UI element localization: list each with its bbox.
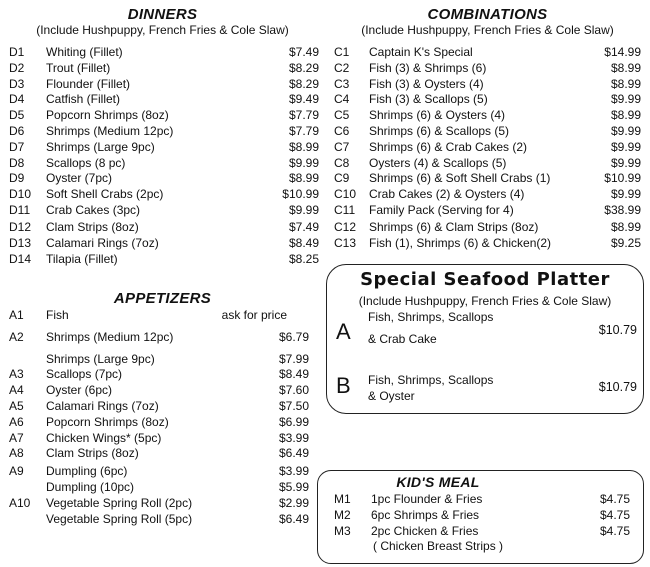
appetizers-title: APPETIZERS bbox=[113, 290, 212, 307]
item-price: $8.25 bbox=[288, 251, 319, 266]
item-code: D7 bbox=[9, 139, 25, 154]
menu-item-d12 bbox=[9, 220, 319, 236]
menu-item-a2 bbox=[9, 330, 309, 346]
item-line-1: Fish, Shrimps, Scallops bbox=[368, 310, 494, 324]
item-name: Clam Strips (8oz) bbox=[46, 446, 139, 461]
menu-item-c12 bbox=[334, 220, 641, 236]
item-code: A10 bbox=[9, 495, 31, 510]
item-code: A3 bbox=[9, 367, 24, 382]
item-price: $10.79 bbox=[598, 380, 637, 394]
item-price: $9.99 bbox=[610, 139, 641, 154]
item-price: $7.50 bbox=[278, 398, 309, 413]
item-code: A9 bbox=[9, 464, 24, 479]
menu-item-d4 bbox=[9, 92, 319, 108]
item-name: Crab Cakes (2) & Oysters (4) bbox=[369, 187, 525, 202]
item-price: $8.49 bbox=[278, 367, 309, 382]
menu-item-a6 bbox=[9, 415, 309, 431]
item-name: Vegetable Spring Roll (5pc) bbox=[46, 511, 193, 526]
menu-item-c6 bbox=[334, 124, 641, 140]
item-code: A8 bbox=[9, 446, 24, 461]
item-price: $9.99 bbox=[610, 155, 641, 170]
item-price: $9.99 bbox=[610, 187, 641, 202]
item-code: A7 bbox=[9, 430, 24, 445]
item-price: $3.99 bbox=[278, 464, 309, 479]
menu-item-c7 bbox=[334, 140, 641, 156]
item-price: $8.99 bbox=[610, 76, 641, 91]
item-name: Soft Shell Crabs (2pc) bbox=[46, 187, 164, 202]
special-platter-subtitle: (Include Hushpuppy, French Fries & Cole Slaw) bbox=[358, 294, 612, 308]
item-name: Whiting (Fillet) bbox=[46, 45, 123, 59]
item-code: D14 bbox=[9, 251, 32, 266]
item-price: $7.60 bbox=[278, 383, 309, 398]
item-name: Shrimps (6) & Clam Strips (8oz) bbox=[369, 220, 539, 235]
item-price: $8.49 bbox=[288, 236, 319, 251]
combinations-list bbox=[334, 45, 641, 252]
item-name: Flounder (Fillet) bbox=[46, 76, 131, 91]
menu-item-c3 bbox=[334, 77, 641, 93]
item-price: $10.79 bbox=[598, 323, 637, 337]
menu-item-m2 bbox=[334, 508, 630, 524]
menu-item-d2 bbox=[9, 61, 319, 77]
item-code: C10 bbox=[334, 187, 357, 202]
item-name: Oyster (6pc) bbox=[46, 383, 113, 398]
item-code: A5 bbox=[9, 398, 24, 413]
item-code: D11 bbox=[9, 202, 31, 217]
dinners-title: DINNERS bbox=[127, 6, 198, 23]
item-price: $4.75 bbox=[599, 523, 630, 538]
item-name: Shrimps (Medium 12pc) bbox=[46, 123, 174, 138]
item-name: 6pc Shrimps & Fries bbox=[371, 507, 480, 522]
item-code: C1 bbox=[334, 45, 350, 59]
item-name: Shrimps (Large 9pc) bbox=[46, 351, 155, 366]
item-name: Popcorn Shrimps (8oz) bbox=[46, 414, 169, 429]
menu-item-d3 bbox=[9, 77, 319, 93]
item-code: D2 bbox=[9, 60, 25, 75]
item-price: $7.49 bbox=[288, 45, 319, 59]
item-code: D6 bbox=[9, 123, 25, 138]
item-note: ( Chicken Breast Strips ) bbox=[373, 539, 504, 554]
menu-item-d10 bbox=[9, 187, 319, 203]
item-code: M2 bbox=[334, 507, 351, 522]
item-name: Fish (3) & Oysters (4) bbox=[369, 76, 484, 91]
item-price: $6.49 bbox=[278, 446, 309, 461]
item-name: Fish bbox=[46, 308, 69, 322]
item-code: D12 bbox=[9, 220, 32, 235]
menu-item-a10 bbox=[9, 496, 309, 512]
item-price: $8.99 bbox=[610, 60, 641, 75]
menu-item-d6 bbox=[9, 124, 319, 140]
item-name: Clam Strips (8oz) bbox=[46, 220, 139, 235]
item-price: $38.99 bbox=[604, 202, 641, 217]
item-price: $9.49 bbox=[288, 92, 319, 107]
item-code: M3 bbox=[334, 523, 351, 538]
item-code: D4 bbox=[9, 92, 25, 107]
item-code: C7 bbox=[334, 139, 350, 154]
item-name: Trout (Fillet) bbox=[46, 60, 111, 75]
item-price: $6.99 bbox=[278, 414, 309, 429]
item-code: C6 bbox=[334, 123, 350, 138]
menu-item-d7 bbox=[9, 140, 319, 156]
item-name: Fish (1), Shrimps (6) & Chicken(2) bbox=[369, 236, 552, 251]
menu-item-d9 bbox=[9, 171, 319, 187]
menu-item-c5 bbox=[334, 108, 641, 124]
menu-item-c1 bbox=[334, 45, 641, 61]
item-code: C2 bbox=[334, 60, 350, 75]
item-name: Catfish (Fillet) bbox=[46, 92, 121, 107]
menu-item-c11 bbox=[334, 203, 641, 219]
kids-meal-box bbox=[317, 470, 644, 564]
item-name: Fish (3) & Shrimps (6) bbox=[369, 60, 487, 75]
item-price: $9.25 bbox=[610, 236, 641, 251]
item-code: D3 bbox=[9, 76, 25, 91]
item-price: $8.99 bbox=[610, 108, 641, 123]
item-name: Scallops (8 pc) bbox=[46, 155, 126, 170]
item-name: Vegetable Spring Roll (2pc) bbox=[46, 495, 193, 510]
item-name: 2pc Chicken & Fries bbox=[371, 523, 479, 538]
item-name: Fish (3) & Scallops (5) bbox=[369, 92, 488, 107]
item-price: $7.79 bbox=[288, 108, 319, 123]
item-code: D13 bbox=[9, 236, 32, 251]
item-price: $10.99 bbox=[604, 171, 641, 186]
menu-item-d14 bbox=[9, 252, 319, 268]
item-name: Popcorn Shrimps (8oz) bbox=[46, 108, 169, 123]
item-price: $9.99 bbox=[610, 123, 641, 138]
item-code: B bbox=[336, 373, 351, 398]
item-code: D10 bbox=[9, 187, 32, 202]
item-code: M1 bbox=[334, 492, 351, 506]
item-code: C3 bbox=[334, 76, 350, 91]
item-price: $7.79 bbox=[288, 123, 319, 138]
item-name: Shrimps (6) & Scallops (5) bbox=[369, 123, 510, 138]
item-price: $6.79 bbox=[278, 329, 309, 344]
menu-item-a9 bbox=[9, 464, 309, 480]
menu-item-a3 bbox=[9, 367, 309, 383]
item-price: $10.99 bbox=[282, 187, 319, 202]
item-code: D1 bbox=[9, 45, 25, 59]
item-name: Shrimps (6) & Oysters (4) bbox=[369, 108, 506, 123]
menu-item-d8 bbox=[9, 156, 319, 172]
item-price: $6.49 bbox=[278, 511, 309, 526]
menu-item-m3 bbox=[334, 524, 630, 540]
item-name: Shrimps (Medium 12pc) bbox=[46, 329, 174, 344]
menu-item-a8 bbox=[9, 446, 309, 462]
special-platter-box bbox=[326, 264, 644, 414]
item-code: A4 bbox=[9, 383, 24, 398]
special-platter-title: Special Seafood Platter bbox=[360, 269, 610, 290]
item-name: Dumpling (6pc) bbox=[46, 464, 128, 479]
item-code: D8 bbox=[9, 155, 25, 170]
item-price: $8.99 bbox=[288, 171, 319, 186]
item-name: Shrimps (Large 9pc) bbox=[46, 139, 155, 154]
item-code: A1 bbox=[9, 308, 24, 322]
menu-item-c13 bbox=[334, 236, 641, 252]
kids-meal-list bbox=[334, 492, 630, 555]
item-name: Scallops (7pc) bbox=[46, 367, 123, 382]
item-price: $9.99 bbox=[610, 92, 641, 107]
item-price: $8.29 bbox=[288, 76, 319, 91]
menu-item-c9 bbox=[334, 171, 641, 187]
item-name: Calamari Rings (7oz) bbox=[46, 398, 159, 413]
item-price: $4.75 bbox=[599, 507, 630, 522]
item-name: Dumpling (10pc) bbox=[46, 479, 135, 494]
item-price: ask for price bbox=[221, 308, 287, 322]
item-name: Captain K's Special bbox=[369, 45, 473, 59]
item-price: $14.99 bbox=[604, 45, 641, 59]
item-code: C4 bbox=[334, 92, 350, 107]
item-code: C12 bbox=[334, 220, 357, 235]
item-name: Chicken Wings* (5pc) bbox=[46, 430, 162, 445]
item-price: $9.99 bbox=[288, 155, 319, 170]
item-line-1: Fish, Shrimps, Scallops bbox=[368, 373, 494, 387]
menu-item-c10 bbox=[334, 187, 641, 203]
item-name: Family Pack (Serving for 4) bbox=[369, 202, 514, 217]
item-code: C13 bbox=[334, 236, 357, 251]
item-name: Calamari Rings (7oz) bbox=[46, 236, 159, 251]
item-code: A2 bbox=[9, 329, 24, 344]
combinations-title: COMBINATIONS bbox=[427, 6, 548, 23]
dinners-subtitle: (Include Hushpuppy, French Fries & Cole Slaw) bbox=[36, 23, 289, 37]
kids-meal-title: KID'S MEAL bbox=[396, 474, 480, 490]
item-name: Oysters (4) & Scallops (5) bbox=[369, 155, 507, 170]
item-code: C8 bbox=[334, 155, 350, 170]
menu-item-c4 bbox=[334, 92, 641, 108]
item-price: $4.75 bbox=[599, 492, 630, 506]
item-price: $5.99 bbox=[278, 479, 309, 494]
item-name: Crab Cakes (3pc) bbox=[46, 202, 141, 217]
menu-item-a10-5pc bbox=[9, 512, 309, 528]
menu-item-a2-large bbox=[9, 352, 309, 368]
item-code: C5 bbox=[334, 108, 350, 123]
item-code: A6 bbox=[9, 414, 24, 429]
combinations-subtitle: (Include Hushpuppy, French Fries & Cole Slaw) bbox=[361, 23, 614, 37]
item-price: $2.99 bbox=[278, 495, 309, 510]
item-price: $9.99 bbox=[288, 202, 319, 217]
item-price: $3.99 bbox=[278, 430, 309, 445]
menu-item-c8 bbox=[334, 156, 641, 172]
item-price: $8.29 bbox=[288, 60, 319, 75]
menu-item-m1 bbox=[334, 492, 630, 508]
item-name: Tilapia (Fillet) bbox=[46, 251, 118, 266]
item-price: $7.49 bbox=[288, 220, 319, 235]
menu-item-d11 bbox=[9, 203, 319, 219]
item-name: Oyster (7pc) bbox=[46, 171, 113, 186]
item-code: D9 bbox=[9, 171, 25, 186]
menu-item-a5 bbox=[9, 399, 309, 415]
item-name: Shrimps (6) & Crab Cakes (2) bbox=[369, 139, 528, 154]
item-price: $8.99 bbox=[288, 139, 319, 154]
item-code: D5 bbox=[9, 108, 25, 123]
item-code: A bbox=[336, 319, 351, 344]
menu-item-c2 bbox=[334, 61, 641, 77]
menu-item-d5 bbox=[9, 108, 319, 124]
item-name: 1pc Flounder & Fries bbox=[371, 492, 483, 506]
menu-item-d13 bbox=[9, 236, 319, 252]
item-name: Shrimps (6) & Soft Shell Crabs (1) bbox=[369, 171, 551, 186]
menu-item-a9-10pc bbox=[9, 480, 309, 496]
item-code: C11 bbox=[334, 202, 356, 217]
item-line-2: & Oyster bbox=[368, 389, 415, 403]
item-price: $7.99 bbox=[278, 351, 309, 366]
menu-item-a1 bbox=[9, 308, 309, 324]
appetizers-list bbox=[9, 308, 309, 527]
dinners-list bbox=[9, 45, 319, 268]
menu-item-a4 bbox=[9, 383, 309, 399]
item-price: $8.99 bbox=[610, 220, 641, 235]
menu-item-m3-note bbox=[334, 539, 630, 555]
menu-item-d1 bbox=[9, 45, 319, 61]
menu-item-a7 bbox=[9, 431, 309, 447]
item-code: C9 bbox=[334, 171, 350, 186]
item-line-2: & Crab Cake bbox=[368, 332, 437, 346]
